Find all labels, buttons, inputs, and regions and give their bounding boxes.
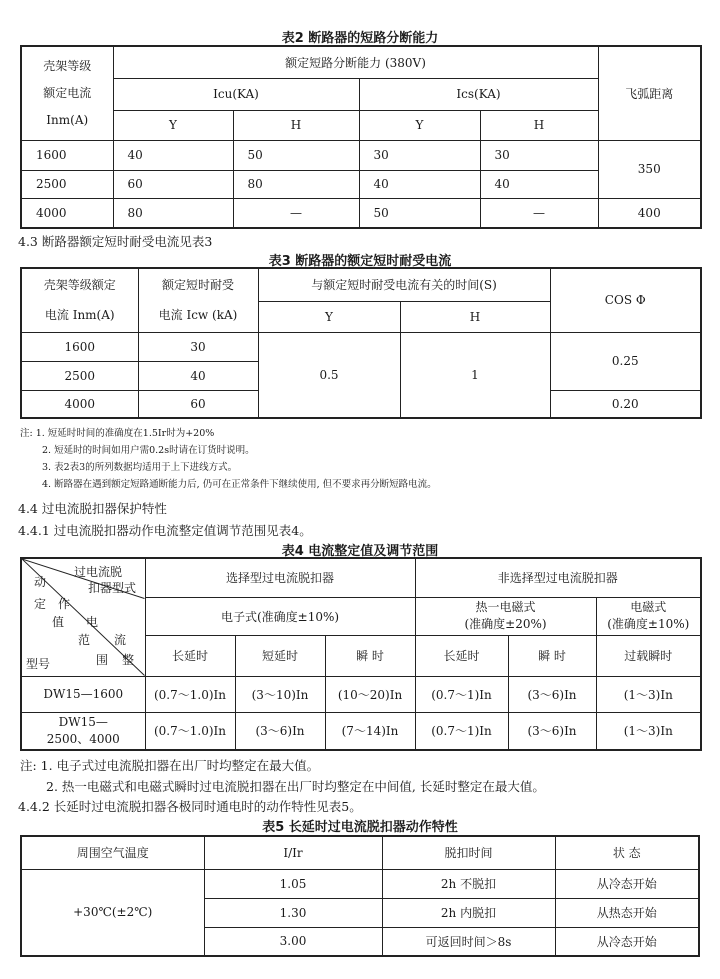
table-cell: 40 [480,170,598,198]
column-header: 瞬 时 [325,635,415,676]
table-cell: 30 [359,140,480,170]
frame-header [21,268,138,332]
model-line: 2500、4000 [46,731,120,746]
selective-header: 选择型过电流脱扣器 [145,558,415,597]
column-header: I/Ir [204,836,382,869]
diag-label: 扣器型式 [88,581,137,595]
table-cell: 从冷态开始 [555,927,699,956]
table-cell: 从热态开始 [555,898,699,927]
table5-title: 表5 长延时过电流脱扣器动作特性 [262,820,458,835]
h-header: H [480,110,598,140]
table-cell: 2h 内脱扣 [382,898,555,927]
column-header: 瞬 时 [508,635,596,676]
table-row [21,712,701,750]
table-cell: — [233,198,359,228]
note-line: 3. 表2表3的所列数据均适用于上下进线方式。 [42,462,238,473]
table-row [21,676,701,712]
note-line: 注: 1. 电子式过电流脱扣器在出厂时均整定在最大值。 [20,758,320,773]
table-cell: — [480,198,598,228]
table-row [21,869,699,898]
diag-label: 流 [114,633,127,647]
table-cell: (0.7～1.0)In [145,676,235,712]
table-cell: (1～3)In [596,712,701,750]
table-cell: (10～20)In [325,676,415,712]
table-row [21,332,701,361]
diag-label: 作 [58,597,71,611]
icw-header-line: 电流 Icw (kA) [158,308,238,323]
table-cell: 40 [138,361,258,390]
electronic-header: 电子式(准确度±10%) [145,597,415,635]
thermal-header-line: 热一电磁式 [475,600,536,614]
h-header: H [400,301,550,332]
table-cell: 30 [138,332,258,361]
frame-header-line: 电流 Inm(A) [44,308,115,323]
table-cell: (3～6)In [508,676,596,712]
table-cell: 4000 [21,390,138,418]
table3 [20,267,702,419]
table-cell: (0.7～1.0)In [145,712,235,750]
table-cell: 80 [113,198,233,228]
y-header: Y [359,110,480,140]
table5 [20,835,700,957]
magnetic-header-line: 电磁式 [630,600,667,614]
table-cell: 0.20 [550,390,701,418]
table-cell: 60 [113,170,233,198]
frame-header-line: 壳架等级额定 [43,278,116,293]
diag-label: 围 [96,653,109,667]
table-cell: 0.5 [258,332,400,418]
column-header: 脱扣时间 [382,836,555,869]
icw-header-line: 额定短时耐受 [161,278,234,293]
model-cell [21,712,145,750]
table-cell: 0.25 [550,332,701,390]
paragraph-4-4-2: 4.4.2 长延时过电流脱扣器各极同时通电时的动作特性见表5。 [18,799,362,814]
table-cell: 2500 [21,361,138,390]
diag-label: 整 [122,653,135,667]
note-line: 4. 断路器在遇到额定短路通断能力后, 仍可在正常条件下继续使用, 但不要求再分断短路电流。 [42,479,437,490]
table-cell: 1.30 [204,898,382,927]
diag-label: 动 [34,575,47,589]
table-cell: 40 [359,170,480,198]
diag-label: 电 [86,615,99,629]
frame-header [21,46,113,140]
paragraph-4-4-1: 4.4.1 过电流脱扣器动作电流整定值调节范围见表4。 [18,523,312,538]
table4 [20,557,702,751]
column-header: 周围空气温度 [21,836,204,869]
diag-label: 定 [34,597,47,611]
frame-header-line: Inm(A) [46,112,89,127]
column-header: 状 态 [555,836,699,869]
column-header: 长延时 [415,635,508,676]
table-cell: 50 [233,140,359,170]
icu-header: Icu(KA) [113,78,359,110]
table-cell: 80 [233,170,359,198]
table-cell: 1 [400,332,550,418]
table-cell: 1600 [21,140,113,170]
capacity-header: 额定短路分断能力 (380V) [113,46,598,78]
table2-title: 表2 断路器的短路分断能力 [281,31,439,46]
note-line: 2. 热一电磁式和电磁式瞬时过电流脱扣器在出厂时均整定在中间值, 长延时整定在最大值。 [46,779,545,794]
h-header: H [233,110,359,140]
table-cell: 2h 不脱扣 [382,869,555,898]
column-header: 过载瞬时 [596,635,701,676]
diag-label: 值 [52,615,65,629]
paragraph-4-3: 4.3 断路器额定短时耐受电流见表3 [18,234,213,249]
table2 [20,45,702,229]
table4-title: 表4 电流整定值及调节范围 [281,544,439,559]
column-header: 短延时 [235,635,325,676]
table-cell: 30 [480,140,598,170]
table-cell: 可返回时间＞8s [382,927,555,956]
icw-header [138,268,258,332]
temperature-cell: +30℃(±2℃) [21,869,204,956]
table-cell: (1～3)In [596,676,701,712]
table-cell: 1.05 [204,869,382,898]
note-line: 注: 1. 短延时时间的准确度在1.5Ir时为+20% [20,428,215,439]
table-cell: 60 [138,390,258,418]
table-row [21,140,701,170]
table-cell: 50 [359,198,480,228]
cos-header: COS Φ [550,268,701,332]
magnetic-header-line: (准确度±10%) [607,617,690,631]
arc-distance-header: 飞弧距离 [598,46,701,140]
table-cell: 从冷态开始 [555,869,699,898]
table-cell: (7～14)In [325,712,415,750]
table-cell: (3～10)In [235,676,325,712]
table3-title: 表3 断路器的额定短时耐受电流 [268,254,452,269]
table-cell: (0.7～1)In [415,712,508,750]
table-cell: 4000 [21,198,113,228]
table-cell: 3.00 [204,927,382,956]
table-cell: 350 [598,140,701,198]
y-header: Y [258,301,400,332]
table-cell: (3～6)In [235,712,325,750]
note-line: 2. 短延时的时间如用户需0.2s时请在订货时说明。 [42,445,255,456]
nonselective-header: 非选择型过电流脱扣器 [415,558,701,597]
thermal-header [415,597,596,635]
table-cell: 2500 [21,170,113,198]
table-cell: (3～6)In [508,712,596,750]
table-row [21,198,701,228]
model-line: DW15— [58,714,108,729]
diag-label: 型号 [26,657,51,671]
table-cell: 40 [113,140,233,170]
column-header: 长延时 [145,635,235,676]
table-cell: 400 [598,198,701,228]
frame-header-line: 额定电流 [43,85,92,100]
thermal-header-line: (准确度±20%) [464,617,547,631]
paragraph-4-4: 4.4 过电流脱扣器保护特性 [18,501,167,516]
model-cell: DW15—1600 [21,676,145,712]
ics-header: Ics(KA) [359,78,598,110]
time-header: 与额定短时耐受电流有关的时间(S) [258,268,550,301]
diag-label: 范 [78,633,91,647]
diagonal-header [21,558,145,676]
magnetic-header [596,597,701,635]
diag-label: 过电流脱 [74,565,123,579]
table-cell: 1600 [21,332,138,361]
table-cell: (0.7～1)In [415,676,508,712]
y-header: Y [113,110,233,140]
frame-header-line: 壳架等级 [43,58,92,73]
